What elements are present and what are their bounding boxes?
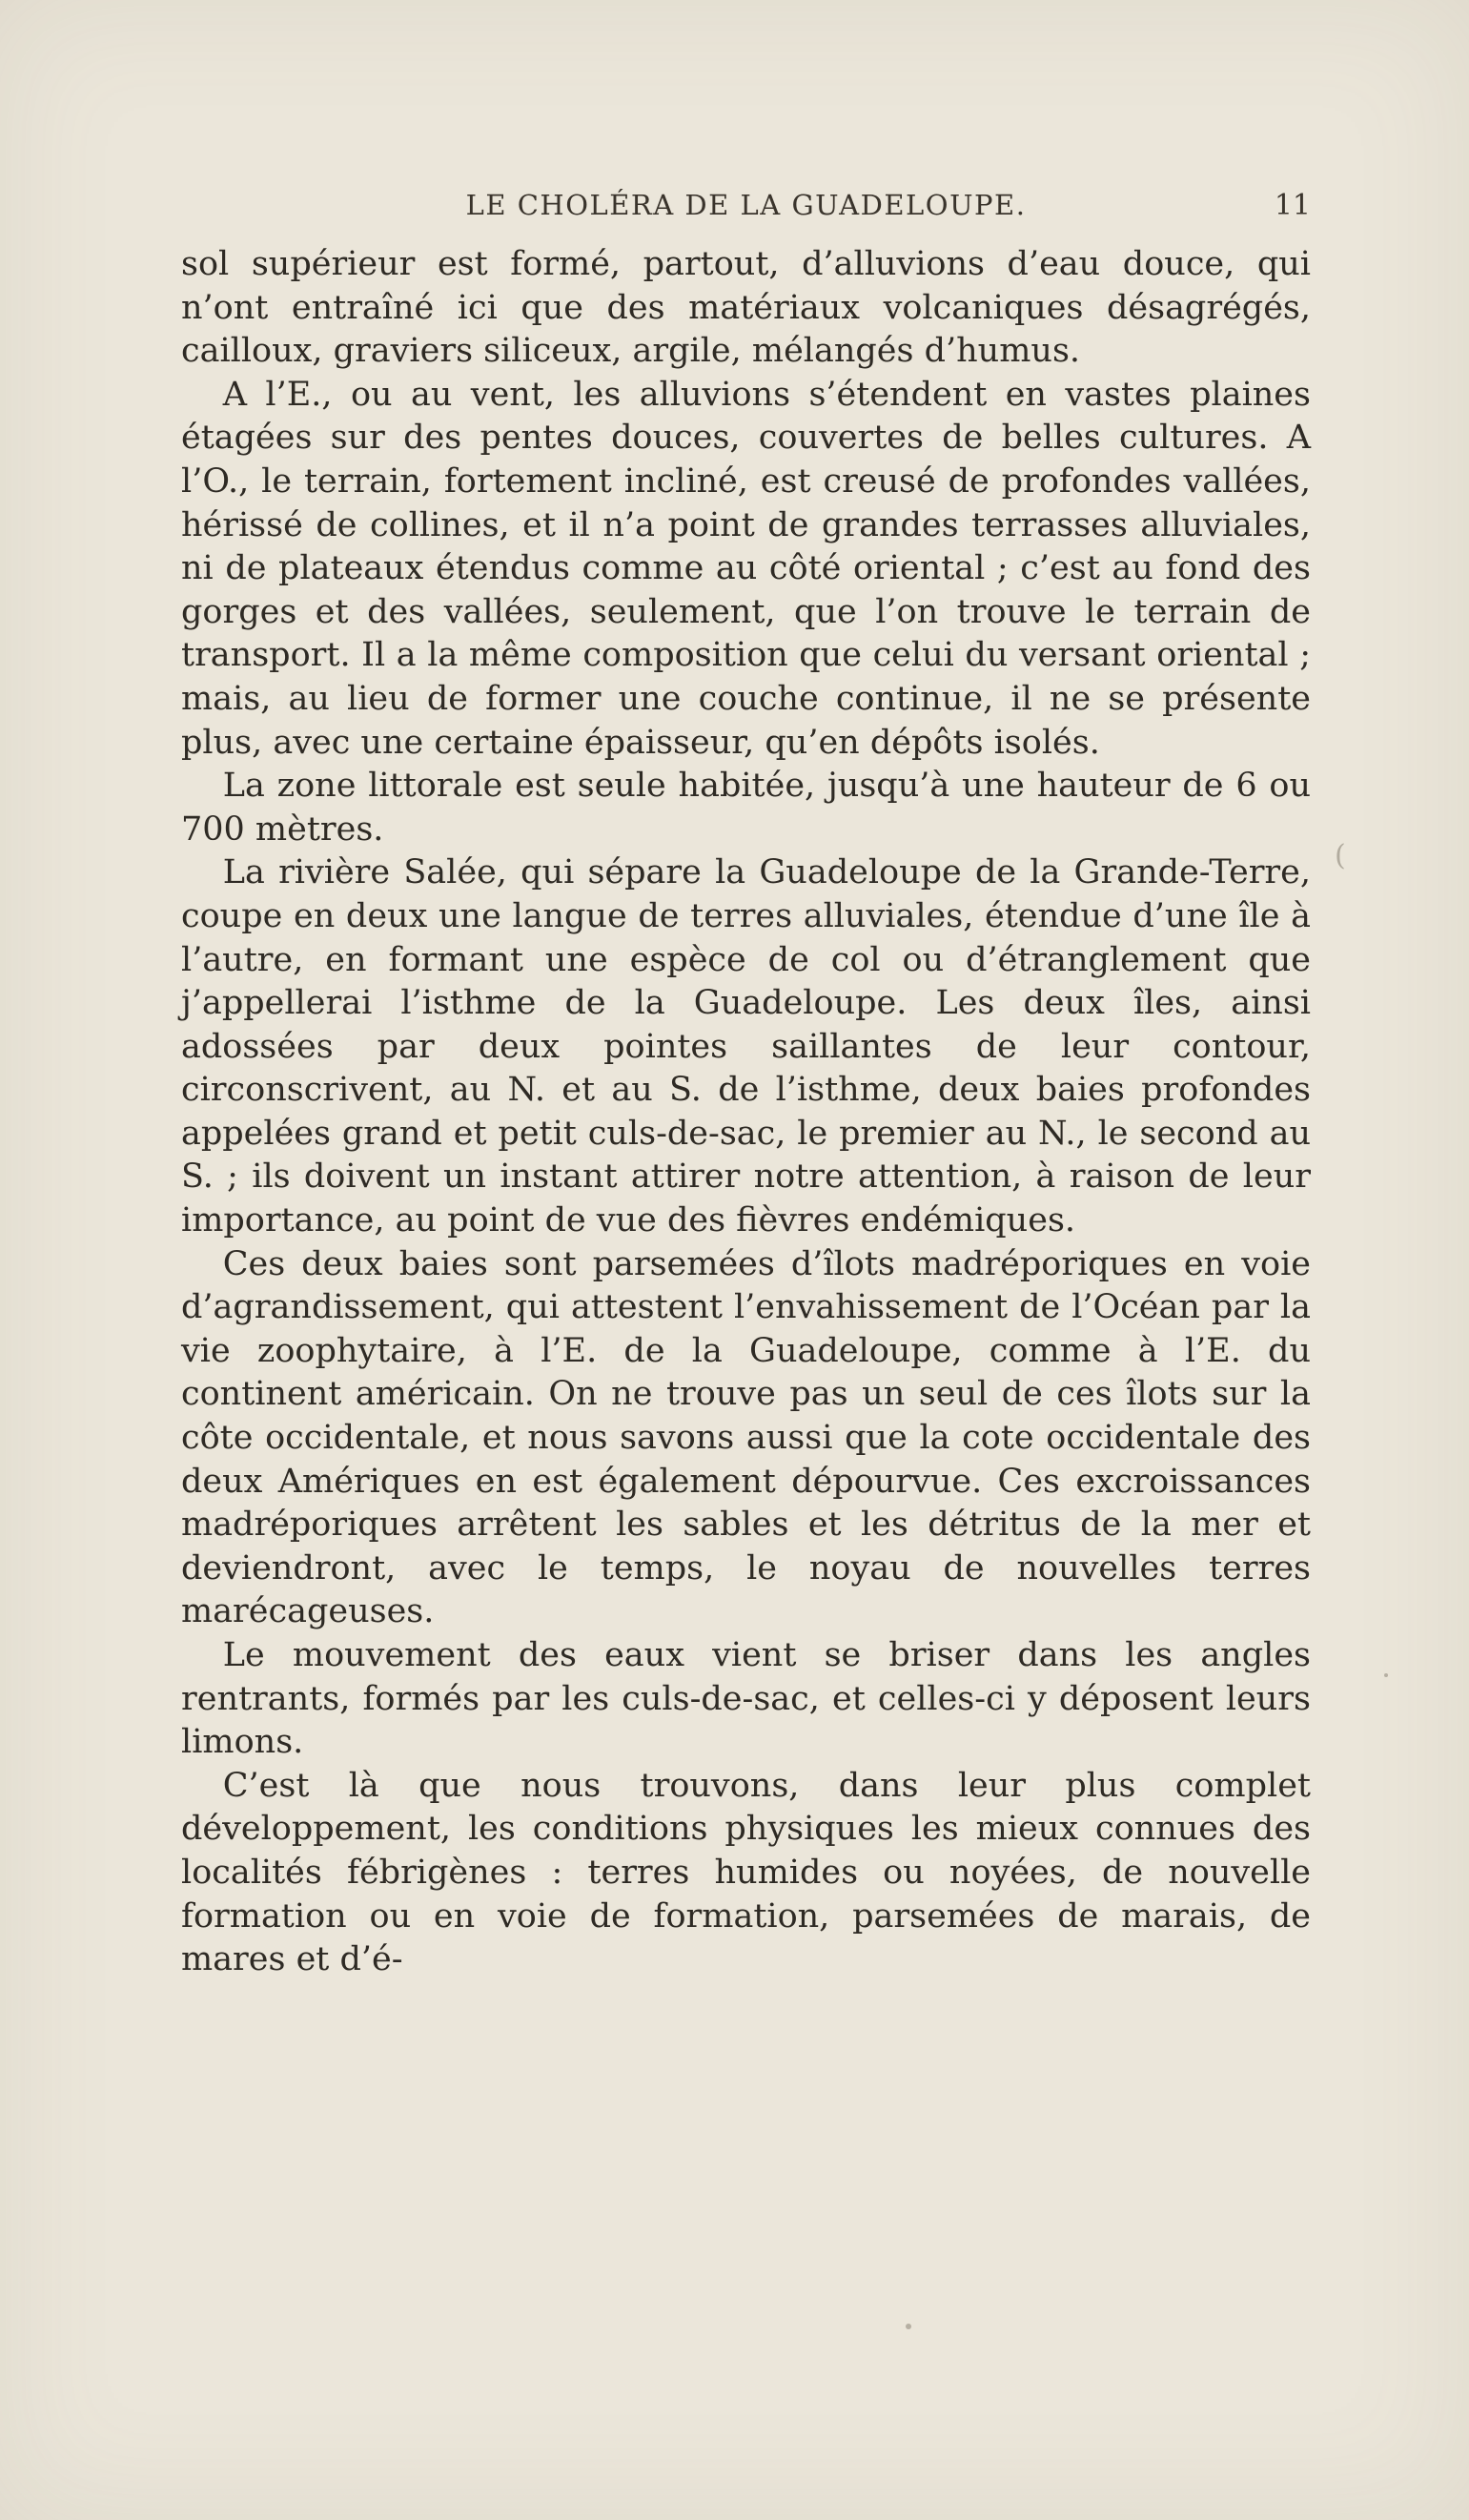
- page-number: 11: [1274, 189, 1311, 222]
- paragraph-continued: sol supérieur est formé, partout, d’alluvions d’eau douce, qui n’ont entraîné ici que des matériaux volcaniques désagrégés, cailloux, graviers siliceux, argile, mélangés d’humus.: [181, 245, 1311, 371]
- margin-mark: (: [1335, 839, 1346, 872]
- body-text: [181, 243, 1311, 1982]
- paper-speck: [906, 2324, 911, 2329]
- running-head: [181, 189, 1311, 231]
- paragraph-terrain: A l’E., ou au vent, les alluvions s’étendent en vastes plaines étagées sur des pentes douces, couvertes de belles cultures. A l’O., le terrain, fortement incliné, est creusé de profondes vallées, hérissé de collines, et il n’a point de grandes terrasses alluviales, ni de plateaux étendus comme au côté oriental ; c’est au fond des gorges et des vallées, seulement, que l’on trouve le terrain de transport. Il a la même composition que celui du versant oriental ; mais, au lieu de former une couche continue, il ne se présente plus, avec une certaine épaisseur, qu’en dépôts isolés.: [181, 375, 1311, 762]
- paragraph-riviere-salee: La rivière Salée, qui sépare la Guadeloupe de la Grande-Terre, coupe en deux une langue de terres alluviales, étendue d’une île à l’autre, en formant une espèce de col ou d’étranglement que j’appellerai l’isthme de la Guadeloupe. Les deux îles, ainsi adossées par deux pointes saillantes de leur contour, circonscrivent, au N. et au S. de l’isthme, deux baies profondes appelées grand et petit culs-de-sac, le premier au N., le second au S. ; ils doivent un instant attirer notre attention, à raison de leur importance, au point de vue des fièvres endémiques.: [181, 853, 1311, 1240]
- paragraph-littoral-zone: La zone littorale est seule habitée, jusqu’à une hauteur de 6 ou 700 mètres.: [181, 767, 1311, 849]
- paragraph-water-movement: Le mouvement des eaux vient se briser dans les angles rentrants, formés par les culs-de-sac, et celles-ci y déposent leurs limons.: [181, 1636, 1311, 1762]
- paragraph-madreporic-islets: Ces deux baies sont parsemées d’îlots madréporiques en voie d’agrandissement, qui attestent l’envahissement de l’Océan par la vie zoophytaire, à l’E. de la Guadeloupe, comme à l’E. du continent américain. On ne trouve pas un seul de ces îlots sur la côte occidentale, et nous savons aussi que la cote occidentale des deux Amériques en est également dépourvue. Ces excroissances madréporiques arrêtent les sables et les détritus de la mer et deviendront, avec le temps, le noyau de nouvelles terres marécageuses.: [181, 1244, 1311, 1631]
- paper-speck: [1384, 1673, 1388, 1677]
- running-title: LE CHOLÉRA DE LA GUADELOUPE.: [465, 189, 1027, 221]
- paragraph-febrile-localities: C’est là que nous trouvons, dans leur plus complet développement, les conditions physiques les mieux connues des localités fébrigènes : terres humides ou noyées, de nouvelle formation ou en voie de formation, parsemées de marais, de mares et d’é-: [181, 1766, 1311, 1979]
